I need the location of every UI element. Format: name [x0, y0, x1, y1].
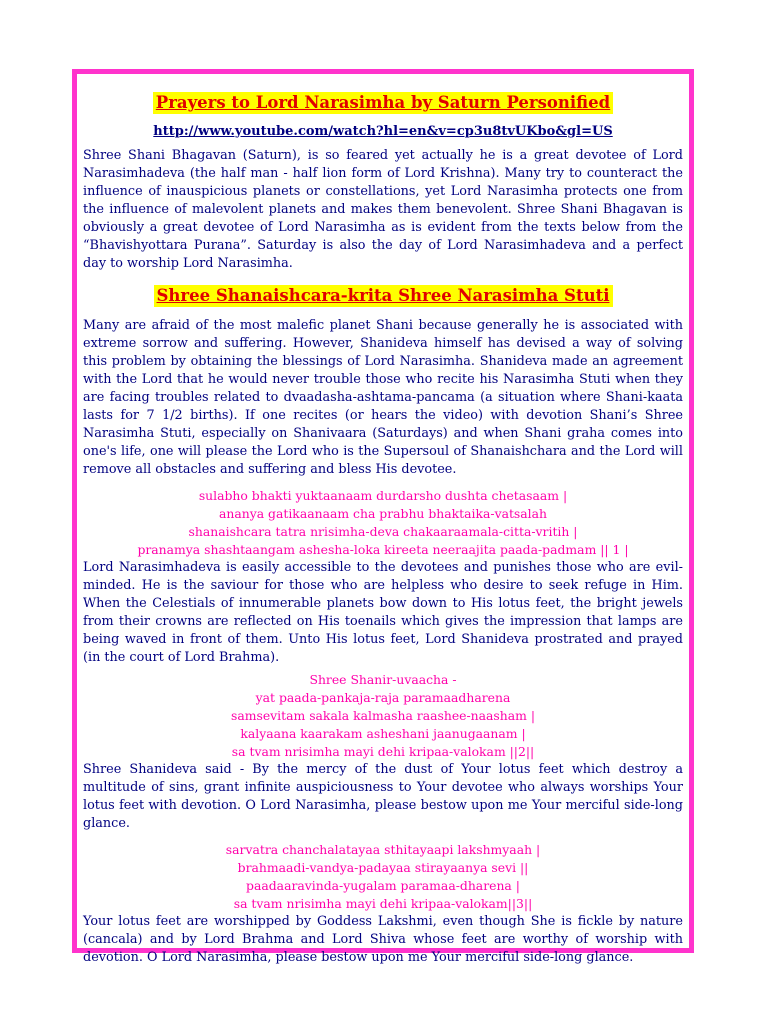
- page-title: Prayers to Lord Narasimha by Saturn Personified: [153, 92, 613, 114]
- translation-3: Your lotus feet are worshipped by Goddess Lakshmi, even though She is fickle by nature (cancala) and by Lord Brahma and Lord Shiva whose feet are worthy of worship with devotion. O Lord Narasimha, please bestow upon me Your merciful side-long glance.: [83, 914, 683, 965]
- document-frame: [72, 69, 694, 965]
- verse-line: Shree Shanir-uvaacha -: [309, 672, 457, 687]
- verse-line: yat paada-pankaja-raja paramaadharena: [255, 690, 511, 705]
- verse-line: shanaishcara tatra nrisimha-deva chakaaraamala-citta-vritih |: [188, 524, 578, 539]
- verse-line: pranamya shashtaangam ashesha-loka kireeta neeraajita paada-padmam || 1 |: [137, 542, 629, 557]
- translation-2: Shree Shanideva said - By the mercy of the dust of Your lotus feet which destroy a multitude of sins, grant infinite auspiciousness to Your devotee who always worships Your lotus feet with devotion. O Lord Narasimha, please bestow upon me Your merciful side-long glance.: [83, 762, 683, 831]
- verse-2: [83, 671, 683, 761]
- verse-line: sa tvam nrisimha mayi dehi kripaa-valokam ||2||: [231, 744, 535, 759]
- section-heading: Shree Shanaishcara-krita Shree Narasimha Stuti: [154, 285, 613, 307]
- subtitle-row: [83, 285, 683, 307]
- explanation-paragraph: Many are afraid of the most malefic planet Shani because generally he is associated with extreme sorrow and suffering. However, Shanideva himself has devised a way of solving this problem by obtaining the blessings of Lord Narasimha. Shanideva made an agreement with the Lord that he would never trouble those who recite his Narasimha Stuti when they are facing troubles related to dvaadasha-ashtama-pancama (a situation where Shani-kaata lasts for 7 1/2 births). If one recites (or hears the video) with devotion Shani’s Shree Narasimha Stuti, especially on Shanivaara (Saturdays) and when Shani graha comes into one's life, one will please the Lord who is the Supersoul of Shanaishchara and the Lord will remove all obstacles and suffering and bless His devotee.: [83, 318, 683, 477]
- video-link[interactable]: http://www.youtube.com/watch?hl=en&v=cp3u8tvUKbo&gl=US: [153, 124, 613, 139]
- verse-line: sa tvam nrisimha mayi dehi kripaa-valokam||3||: [233, 896, 533, 911]
- verse-line: kalyaana kaarakam asheshani jaanugaanam |: [240, 726, 526, 741]
- verse-line: sarvatra chanchalatayaa sthitayaapi lakshmyaah |: [225, 842, 541, 857]
- translation-1: Lord Narasimhadeva is easily accessible to the devotees and punishes those who are evil-minded. He is the saviour for those who are helpless who desire to seek refuge in Him. When the Celestials of innumerable planets bow down to His lotus feet, the bright jewels from their crowns are reflected on His toenails which gives the impression that lamps are being waved in front of them. Unto His lotus feet, Lord Shanideva prostrated and prayed (in the court of Lord Brahma).: [83, 560, 683, 665]
- intro-paragraph: Shree Shani Bhagavan (Saturn), is so feared yet actually he is a great devotee of Lord Narasimhadeva (the half man - half lion form of Lord Krishna). Many try to counteract the influence of inauspicious planets or constellations, yet Lord Narasimha protects one from the influence of malevolent planets and makes them benevolent. Shree Shani Bhagavan is obviously a great devotee of Lord Narasimha as is evident from the texts below from the “Bhavishyottara Purana”. Saturday is also the day of Lord Narasimhadeva and a perfect day to worship Lord Narasimha.: [83, 148, 683, 271]
- verse-line: ananya gatikaanaam cha prabhu bhaktaika-vatsalah: [218, 506, 548, 521]
- verse-line: brahmaadi-vandya-padayaa stirayaanya sevi ||: [237, 860, 529, 875]
- url-row: [83, 120, 683, 139]
- verse-1: [83, 487, 683, 559]
- verse-line: samsevitam sakala kalmasha raashee-naasham |: [230, 708, 536, 723]
- verse-3: [83, 841, 683, 913]
- verse-line: paadaaravinda-yugalam paramaa-dharena |: [246, 878, 520, 893]
- title-row: [83, 92, 683, 114]
- verse-line: sulabho bhakti yuktaanaam durdarsho dushta chetasaam |: [198, 488, 568, 503]
